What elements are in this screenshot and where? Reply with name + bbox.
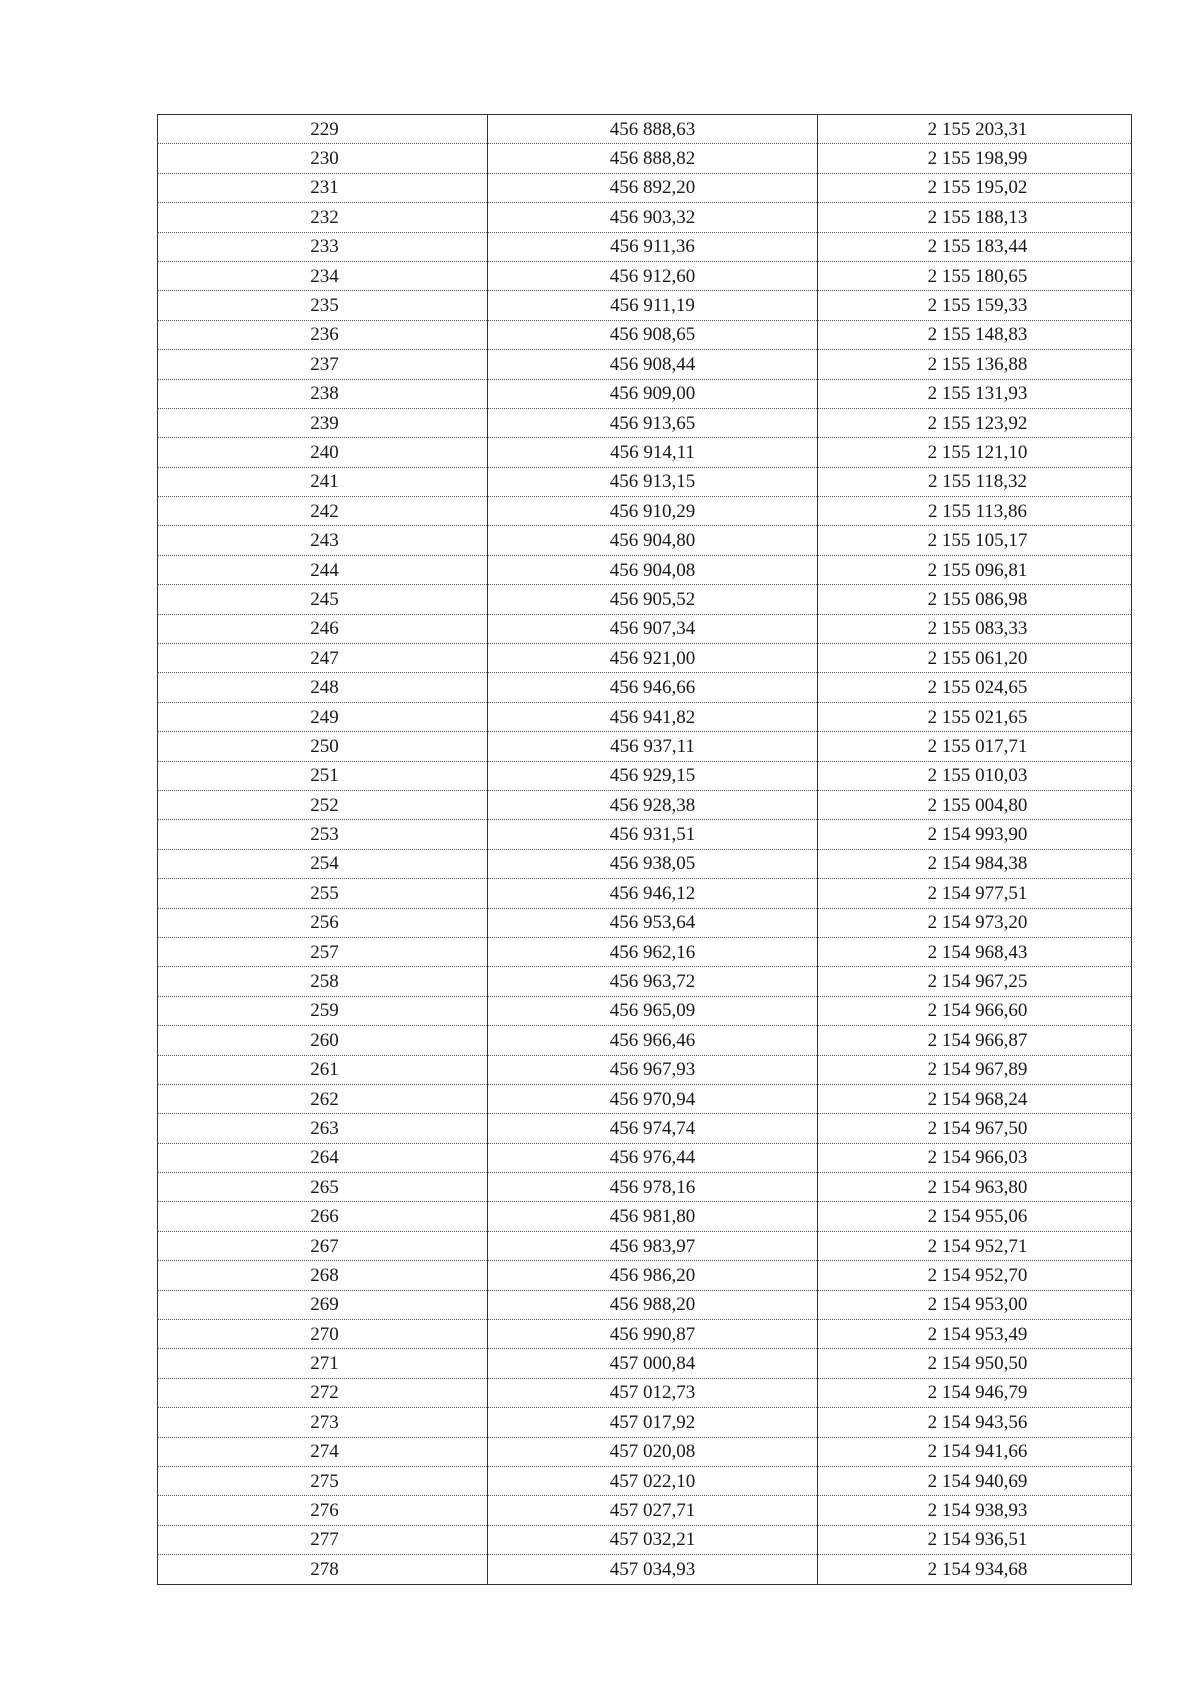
table-row [158,644,1132,673]
x-coordinate-cell: 456 908,65 [488,320,818,349]
point-number-cell: 274 [158,1437,488,1466]
table-row [158,732,1132,761]
x-coordinate-cell: 456 907,34 [488,614,818,643]
y-coordinate-cell: 2 154 993,90 [818,820,1132,849]
x-coordinate-cell: 456 888,82 [488,144,818,173]
point-number-cell: 250 [158,732,488,761]
table-row [158,1143,1132,1172]
x-coordinate-cell: 457 020,08 [488,1437,818,1466]
point-number-cell: 265 [158,1173,488,1202]
point-number-cell: 267 [158,1231,488,1260]
point-number-cell: 235 [158,291,488,320]
table-row [158,967,1132,996]
table-row [158,1026,1132,1055]
y-coordinate-cell: 2 154 953,49 [818,1320,1132,1349]
table-row [158,379,1132,408]
point-number-cell: 255 [158,879,488,908]
point-number-cell: 241 [158,467,488,496]
x-coordinate-cell: 456 931,51 [488,820,818,849]
point-number-cell: 261 [158,1055,488,1084]
x-coordinate-cell: 456 904,80 [488,526,818,555]
x-coordinate-cell: 457 017,92 [488,1408,818,1437]
table-row [158,996,1132,1025]
table-row [158,1084,1132,1113]
point-number-cell: 243 [158,526,488,555]
table-row [158,673,1132,702]
point-number-cell: 251 [158,761,488,790]
y-coordinate-cell: 2 154 967,89 [818,1055,1132,1084]
x-coordinate-cell: 456 983,97 [488,1231,818,1260]
y-coordinate-cell: 2 155 004,80 [818,790,1132,819]
point-number-cell: 266 [158,1202,488,1231]
table-row [158,1466,1132,1495]
coordinates-table [157,114,1132,1585]
x-coordinate-cell: 456 913,15 [488,467,818,496]
table-row [158,761,1132,790]
table-row [158,820,1132,849]
y-coordinate-cell: 2 154 946,79 [818,1378,1132,1407]
y-coordinate-cell: 2 154 938,93 [818,1496,1132,1525]
point-number-cell: 260 [158,1026,488,1055]
y-coordinate-cell: 2 155 024,65 [818,673,1132,702]
table-row [158,937,1132,966]
x-coordinate-cell: 456 962,16 [488,937,818,966]
point-number-cell: 278 [158,1555,488,1584]
table-row [158,1555,1132,1584]
x-coordinate-cell: 456 888,63 [488,115,818,144]
table-row [158,1173,1132,1202]
table-row [158,1408,1132,1437]
point-number-cell: 269 [158,1290,488,1319]
point-number-cell: 257 [158,937,488,966]
x-coordinate-cell: 456 903,32 [488,203,818,232]
table-row [158,614,1132,643]
y-coordinate-cell: 2 154 966,03 [818,1143,1132,1172]
point-number-cell: 276 [158,1496,488,1525]
table-row [158,1525,1132,1554]
y-coordinate-cell: 2 154 952,70 [818,1261,1132,1290]
y-coordinate-cell: 2 155 021,65 [818,702,1132,731]
table-row [158,1378,1132,1407]
point-number-cell: 233 [158,232,488,261]
y-coordinate-cell: 2 154 940,69 [818,1466,1132,1495]
table-row [158,203,1132,232]
y-coordinate-cell: 2 154 955,06 [818,1202,1132,1231]
table-row [158,908,1132,937]
table-row [158,555,1132,584]
point-number-cell: 264 [158,1143,488,1172]
x-coordinate-cell: 456 941,82 [488,702,818,731]
point-number-cell: 230 [158,144,488,173]
x-coordinate-cell: 457 022,10 [488,1466,818,1495]
y-coordinate-cell: 2 155 188,13 [818,203,1132,232]
x-coordinate-cell: 456 921,00 [488,644,818,673]
table-row [158,702,1132,731]
point-number-cell: 237 [158,350,488,379]
table-row [158,1055,1132,1084]
table-row [158,1114,1132,1143]
y-coordinate-cell: 2 155 105,17 [818,526,1132,555]
y-coordinate-cell: 2 154 968,24 [818,1084,1132,1113]
x-coordinate-cell: 456 970,94 [488,1084,818,1113]
x-coordinate-cell: 456 892,20 [488,173,818,202]
point-number-cell: 259 [158,996,488,1025]
y-coordinate-cell: 2 154 934,68 [818,1555,1132,1584]
x-coordinate-cell: 456 905,52 [488,585,818,614]
table-row [158,1437,1132,1466]
y-coordinate-cell: 2 155 113,86 [818,497,1132,526]
x-coordinate-cell: 456 988,20 [488,1290,818,1319]
x-coordinate-cell: 456 965,09 [488,996,818,1025]
x-coordinate-cell: 456 976,44 [488,1143,818,1172]
x-coordinate-cell: 456 967,93 [488,1055,818,1084]
y-coordinate-cell: 2 155 096,81 [818,555,1132,584]
x-coordinate-cell: 457 032,21 [488,1525,818,1554]
y-coordinate-cell: 2 154 968,43 [818,937,1132,966]
point-number-cell: 239 [158,408,488,437]
table-row [158,849,1132,878]
x-coordinate-cell: 456 912,60 [488,261,818,290]
x-coordinate-cell: 457 012,73 [488,1378,818,1407]
y-coordinate-cell: 2 154 984,38 [818,849,1132,878]
point-number-cell: 234 [158,261,488,290]
coordinates-table-body [158,115,1132,1585]
x-coordinate-cell: 456 946,66 [488,673,818,702]
point-number-cell: 256 [158,908,488,937]
point-number-cell: 263 [158,1114,488,1143]
table-row [158,438,1132,467]
y-coordinate-cell: 2 154 973,20 [818,908,1132,937]
y-coordinate-cell: 2 155 148,83 [818,320,1132,349]
y-coordinate-cell: 2 154 966,60 [818,996,1132,1025]
point-number-cell: 229 [158,115,488,144]
x-coordinate-cell: 456 909,00 [488,379,818,408]
y-coordinate-cell: 2 155 121,10 [818,438,1132,467]
table-row [158,1496,1132,1525]
x-coordinate-cell: 457 000,84 [488,1349,818,1378]
point-number-cell: 249 [158,702,488,731]
x-coordinate-cell: 456 928,38 [488,790,818,819]
table-row [158,173,1132,202]
point-number-cell: 271 [158,1349,488,1378]
point-number-cell: 231 [158,173,488,202]
y-coordinate-cell: 2 155 183,44 [818,232,1132,261]
point-number-cell: 245 [158,585,488,614]
x-coordinate-cell: 456 953,64 [488,908,818,937]
y-coordinate-cell: 2 155 180,65 [818,261,1132,290]
table-row [158,350,1132,379]
y-coordinate-cell: 2 155 010,03 [818,761,1132,790]
x-coordinate-cell: 456 929,15 [488,761,818,790]
table-row [158,585,1132,614]
table-row [158,1202,1132,1231]
point-number-cell: 248 [158,673,488,702]
table-row [158,790,1132,819]
x-coordinate-cell: 456 904,08 [488,555,818,584]
y-coordinate-cell: 2 154 936,51 [818,1525,1132,1554]
x-coordinate-cell: 457 027,71 [488,1496,818,1525]
x-coordinate-cell: 456 946,12 [488,879,818,908]
table-row [158,526,1132,555]
y-coordinate-cell: 2 155 198,99 [818,144,1132,173]
point-number-cell: 273 [158,1408,488,1437]
point-number-cell: 242 [158,497,488,526]
point-number-cell: 258 [158,967,488,996]
table-row [158,320,1132,349]
point-number-cell: 262 [158,1084,488,1113]
y-coordinate-cell: 2 155 118,32 [818,467,1132,496]
table-row [158,497,1132,526]
y-coordinate-cell: 2 155 083,33 [818,614,1132,643]
table-row [158,232,1132,261]
y-coordinate-cell: 2 154 967,25 [818,967,1132,996]
x-coordinate-cell: 456 914,11 [488,438,818,467]
y-coordinate-cell: 2 154 977,51 [818,879,1132,908]
x-coordinate-cell: 456 911,19 [488,291,818,320]
y-coordinate-cell: 2 154 967,50 [818,1114,1132,1143]
y-coordinate-cell: 2 154 966,87 [818,1026,1132,1055]
x-coordinate-cell: 457 034,93 [488,1555,818,1584]
table-row [158,291,1132,320]
x-coordinate-cell: 456 974,74 [488,1114,818,1143]
table-row [158,467,1132,496]
table-row [158,261,1132,290]
point-number-cell: 252 [158,790,488,819]
point-number-cell: 268 [158,1261,488,1290]
y-coordinate-cell: 2 155 136,88 [818,350,1132,379]
y-coordinate-cell: 2 155 203,31 [818,115,1132,144]
table-row [158,879,1132,908]
table-row [158,144,1132,173]
point-number-cell: 244 [158,555,488,584]
x-coordinate-cell: 456 908,44 [488,350,818,379]
point-number-cell: 236 [158,320,488,349]
point-number-cell: 272 [158,1378,488,1407]
point-number-cell: 254 [158,849,488,878]
y-coordinate-cell: 2 154 943,56 [818,1408,1132,1437]
table-row [158,115,1132,144]
point-number-cell: 270 [158,1320,488,1349]
y-coordinate-cell: 2 154 953,00 [818,1290,1132,1319]
point-number-cell: 253 [158,820,488,849]
x-coordinate-cell: 456 966,46 [488,1026,818,1055]
x-coordinate-cell: 456 981,80 [488,1202,818,1231]
y-coordinate-cell: 2 155 017,71 [818,732,1132,761]
x-coordinate-cell: 456 937,11 [488,732,818,761]
y-coordinate-cell: 2 155 061,20 [818,644,1132,673]
x-coordinate-cell: 456 990,87 [488,1320,818,1349]
y-coordinate-cell: 2 155 159,33 [818,291,1132,320]
table-row [158,408,1132,437]
x-coordinate-cell: 456 938,05 [488,849,818,878]
point-number-cell: 240 [158,438,488,467]
table-row [158,1261,1132,1290]
y-coordinate-cell: 2 154 952,71 [818,1231,1132,1260]
x-coordinate-cell: 456 910,29 [488,497,818,526]
y-coordinate-cell: 2 154 941,66 [818,1437,1132,1466]
x-coordinate-cell: 456 911,36 [488,232,818,261]
x-coordinate-cell: 456 963,72 [488,967,818,996]
table-row [158,1290,1132,1319]
x-coordinate-cell: 456 913,65 [488,408,818,437]
point-number-cell: 238 [158,379,488,408]
point-number-cell: 232 [158,203,488,232]
table-row [158,1231,1132,1260]
point-number-cell: 246 [158,614,488,643]
y-coordinate-cell: 2 155 123,92 [818,408,1132,437]
y-coordinate-cell: 2 155 086,98 [818,585,1132,614]
point-number-cell: 275 [158,1466,488,1495]
point-number-cell: 247 [158,644,488,673]
x-coordinate-cell: 456 986,20 [488,1261,818,1290]
y-coordinate-cell: 2 154 963,80 [818,1173,1132,1202]
point-number-cell: 277 [158,1525,488,1554]
x-coordinate-cell: 456 978,16 [488,1173,818,1202]
y-coordinate-cell: 2 155 131,93 [818,379,1132,408]
y-coordinate-cell: 2 154 950,50 [818,1349,1132,1378]
y-coordinate-cell: 2 155 195,02 [818,173,1132,202]
table-row [158,1349,1132,1378]
table-row [158,1320,1132,1349]
